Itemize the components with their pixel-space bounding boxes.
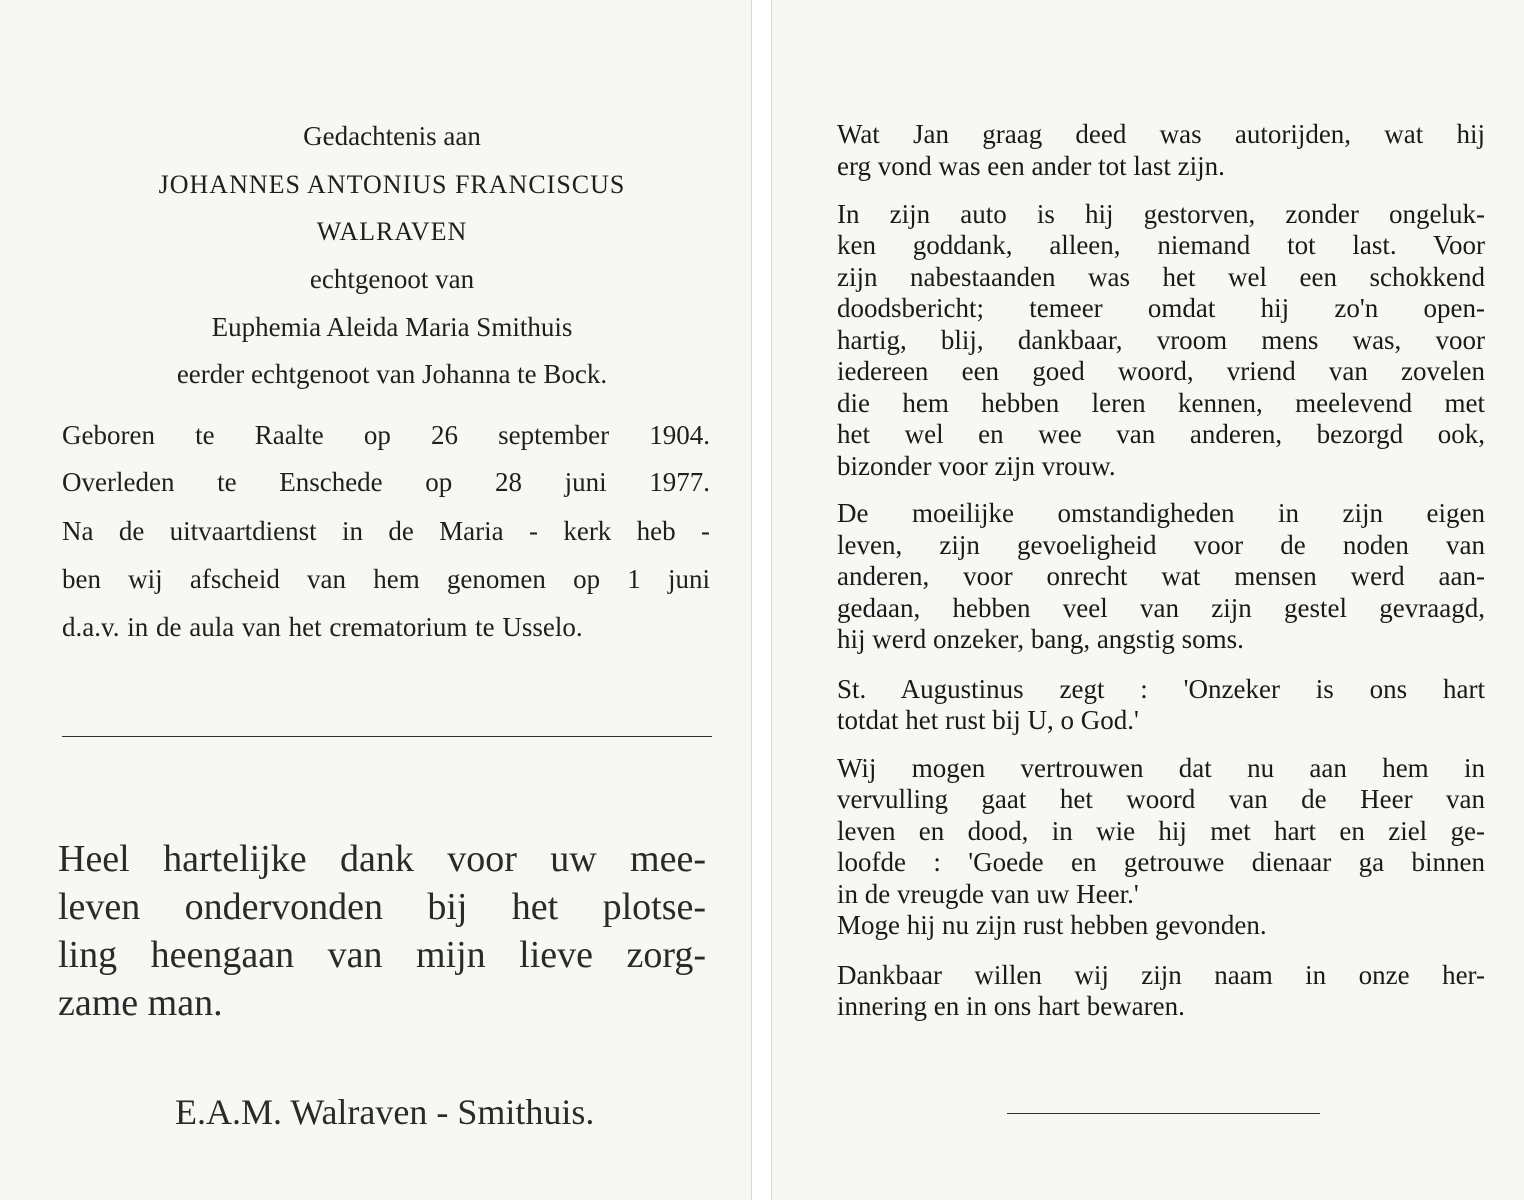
card-fold-gutter (752, 0, 771, 1200)
spouse-label: echtgenoot van (309, 264, 475, 294)
body-line: leven, zijn gevoeligheid voor de noden van (837, 530, 1485, 560)
quote-line: totdat het rust bij U, o God.' (837, 705, 1139, 735)
body-line: die hem hebben leren kennen, meelevend met (837, 388, 1485, 418)
funeral-line: ben wij afscheid van hem genomen op 1 juni (62, 564, 710, 594)
body-line: in de vreugde van uw Heer.' (837, 879, 1139, 909)
body-line: vervulling gaat het woord van de Heer van (837, 784, 1485, 814)
thanks-line: zame man. (58, 982, 223, 1024)
body-line: Dankbaar willen wij zijn naam in onze her- (837, 960, 1485, 990)
body-line: doodsbericht; temeer omdat hij zo'n open- (837, 293, 1485, 323)
former-spouse-line: eerder echtgenoot van Johanna te Bock. (176, 359, 608, 389)
funeral-line: Na de uitvaartdienst in de Maria - kerk heb - (62, 516, 710, 546)
body-line: Moge hij nu zijn rust hebben gevonden. (837, 910, 1267, 940)
body-line: gedaan, hebben veel van zijn gestel gevraagd, (837, 593, 1485, 623)
signature-line: E.A.M. Walraven - Smithuis. (175, 1092, 595, 1132)
death-line: Overleden te Enschede op 28 juni 1977. (62, 467, 710, 497)
body-line: leven en dood, in wie hij met hart en ziel ge- (837, 816, 1485, 846)
memorial-heading: Gedachtenis aan (303, 121, 481, 151)
body-line: hij werd onzeker, bang, angstig soms. (837, 624, 1244, 654)
body-line: bizonder voor zijn vrouw. (837, 451, 1116, 481)
thanks-line: ling heengaan van mijn lieve zorg- (58, 934, 706, 976)
body-line: hartig, blij, dankbaar, vroom mens was, voor (837, 325, 1485, 355)
body-line: het wel en wee van anderen, bezorgd ook, (837, 419, 1485, 449)
right-divider (1007, 1113, 1320, 1114)
deceased-given-names: JOHANNES ANTONIUS FRANCISCUS (158, 170, 626, 199)
body-line: erg vond was een ander tot last zijn. (837, 151, 1225, 181)
body-line: zijn nabestaanden was het wel een schokkend (837, 262, 1485, 292)
body-line: Wij mogen vertrouwen dat nu aan hem in (837, 753, 1485, 783)
spouse-name: Euphemia Aleida Maria Smithuis (211, 312, 573, 342)
left-divider (62, 736, 712, 737)
deceased-surname: WALRAVEN (316, 217, 468, 246)
body-line: In zijn auto is hij gestorven, zonder ongeluk- (837, 199, 1485, 229)
body-line: Wat Jan graag deed was autorijden, wat hij (837, 119, 1485, 149)
body-line: De moeilijke omstandigheden in zijn eigen (837, 498, 1485, 528)
body-line: iedereen een goed woord, vriend van zovelen (837, 356, 1485, 386)
funeral-line: d.a.v. in de aula van het crematorium te Usselo. (62, 612, 583, 642)
birth-line: Geboren te Raalte op 26 september 1904. (62, 420, 710, 450)
body-line: anderen, voor onrecht wat mensen werd aan- (837, 561, 1485, 591)
body-line: loofde : 'Goede en getrouwe dienaar ga binnen (837, 847, 1485, 877)
thanks-line: leven ondervonden bij het plotse- (58, 886, 706, 928)
body-line: ken goddank, alleen, niemand tot last. Voor (837, 230, 1485, 260)
thanks-line: Heel hartelijke dank voor uw mee- (58, 838, 706, 880)
body-line: innering en in ons hart bewaren. (837, 991, 1185, 1021)
quote-line: St. Augustinus zegt : 'Onzeker is ons hart (837, 674, 1485, 704)
